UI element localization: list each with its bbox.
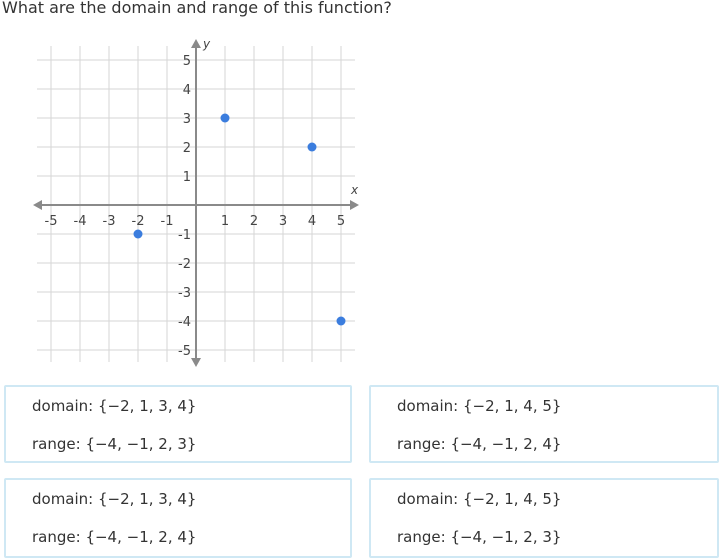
y-tick-label: -4 <box>178 315 191 330</box>
choice-a-range: range: {−4, −1, 2, 3} <box>32 435 197 453</box>
answer-choice-c[interactable] <box>4 478 352 558</box>
choice-c-range: range: {−4, −1, 2, 4} <box>32 528 197 546</box>
x-axis-arrow-left-icon <box>33 200 42 210</box>
y-tick-label: -2 <box>178 257 191 272</box>
y-tick-label: 4 <box>182 83 191 98</box>
y-tick-label: -3 <box>178 286 191 301</box>
y-tick-label: 3 <box>182 112 191 127</box>
x-tick-label: -5 <box>44 214 58 229</box>
y-axis-label: y <box>203 37 211 51</box>
choice-d-domain: domain: {−2, 1, 4, 5} <box>397 490 562 508</box>
answer-choice-a[interactable] <box>4 385 352 463</box>
data-point <box>134 230 143 239</box>
choice-a-domain: domain: {−2, 1, 3, 4} <box>32 397 197 415</box>
x-tick-label: 1 <box>220 214 230 229</box>
x-tick-label: -2 <box>131 214 145 229</box>
y-tick-label: 1 <box>182 170 191 185</box>
answer-choice-d[interactable] <box>369 478 719 558</box>
x-tick-label: 4 <box>307 214 317 229</box>
axes <box>33 39 359 367</box>
question-text: What are the domain and range of this function? <box>2 0 392 17</box>
choice-c-domain: domain: {−2, 1, 3, 4} <box>32 490 197 508</box>
x-tick-label: -1 <box>160 214 174 229</box>
x-tick-label: -4 <box>73 214 87 229</box>
data-point <box>221 114 230 123</box>
y-tick-label: -1 <box>178 228 191 243</box>
x-tick-label: -3 <box>102 214 116 229</box>
x-axis-arrow-right-icon <box>350 200 359 210</box>
x-tick-label: 2 <box>249 214 259 229</box>
x-tick-label: 3 <box>278 214 288 229</box>
data-point <box>308 143 317 152</box>
y-tick-label: 2 <box>182 141 191 156</box>
choice-d-range: range: {−4, −1, 2, 3} <box>397 528 562 546</box>
choice-b-domain: domain: {−2, 1, 4, 5} <box>397 397 562 415</box>
y-tick-label: 5 <box>182 54 191 69</box>
data-point <box>337 317 346 326</box>
y-tick-label: -5 <box>178 344 191 359</box>
y-axis-arrow-down-icon <box>191 358 201 367</box>
x-tick-label: 5 <box>336 214 346 229</box>
answer-choice-b[interactable] <box>369 385 719 463</box>
y-axis-arrow-up-icon <box>191 39 201 48</box>
choice-b-range: range: {−4, −1, 2, 4} <box>397 435 562 453</box>
x-axis-label: x <box>351 183 359 197</box>
